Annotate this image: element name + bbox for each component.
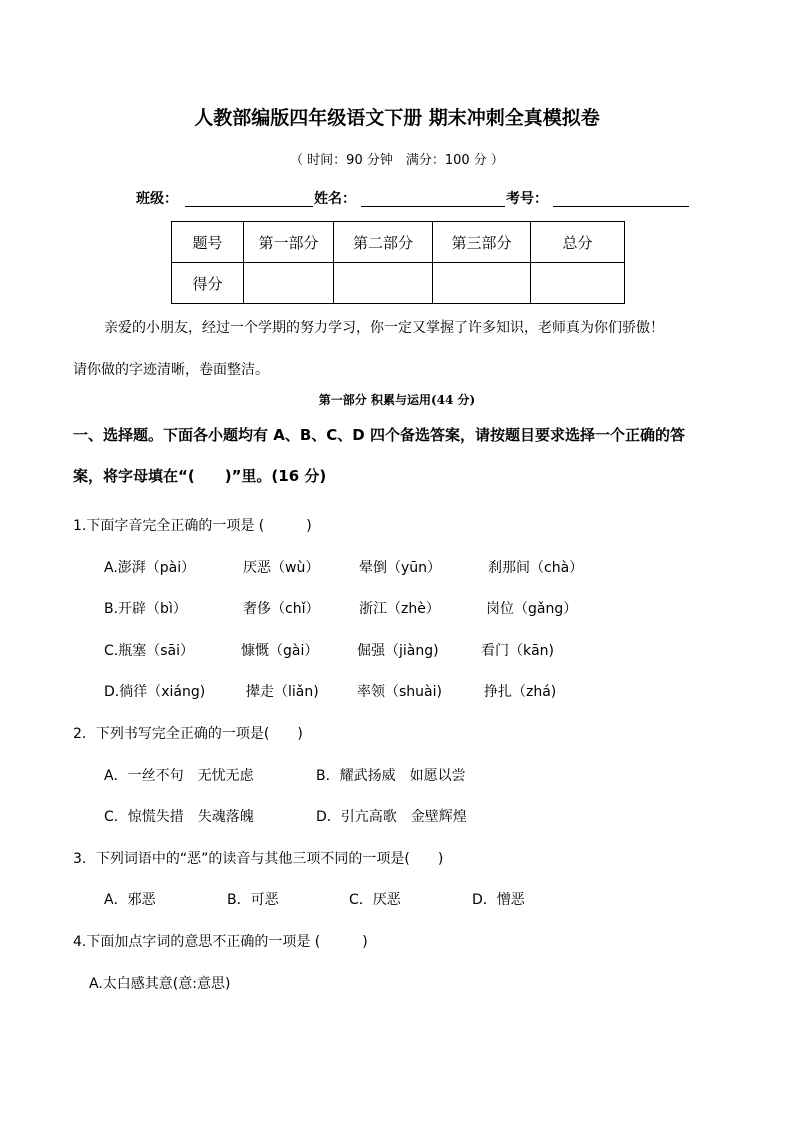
q1-option: 晕倒（yūn） xyxy=(359,560,442,576)
q2-option: A．一丝不句 无忧无虑 xyxy=(104,768,254,784)
q1-option: 挣扎（zhá) xyxy=(484,684,557,700)
q1-option: 奢侈（chǐ） xyxy=(243,601,320,617)
page-title: 人教部编版四年级语文下册 期末冲刺全真模拟卷 xyxy=(194,107,600,129)
exam-time-score: （ 时间：90 分钟 满分：100 分 ） xyxy=(290,153,504,168)
class-label: 班级： xyxy=(136,191,178,207)
score-table xyxy=(171,221,625,304)
q3-option: D．憎恶 xyxy=(472,892,525,908)
name-label: 姓名： xyxy=(314,191,356,207)
q1-option: 撵走（liǎn) xyxy=(246,684,319,700)
q2-option: B．耀武扬威 如愿以尝 xyxy=(316,768,466,784)
q1-option: 岗位（gǎng） xyxy=(486,601,578,617)
q3-option: C．厌恶 xyxy=(349,892,401,908)
intro-line-1: 亲爱的小朋友，经过一个学期的努力学习，你一定又掌握了许多知识，老师真为你们骄傲！ xyxy=(104,320,664,336)
q1-option: D.徜徉（xiáng) xyxy=(104,684,206,700)
score-table-header-row xyxy=(172,222,625,263)
intro-line-2: 请你做的字迹清晰，卷面整洁。 xyxy=(73,362,269,378)
exam-no-field[interactable] xyxy=(553,188,689,207)
q3-option: A．邪恶 xyxy=(104,892,156,908)
score-table-header: 题号 xyxy=(172,222,244,263)
q3-option: B．可恶 xyxy=(227,892,279,908)
exam-no-label: 考号： xyxy=(506,191,548,207)
q2-option: C．惊慌失措 失魂落魄 xyxy=(104,809,254,825)
score-row-label: 得分 xyxy=(172,263,244,304)
q2-stem: 2．下列书写完全正确的一项是( ) xyxy=(73,726,303,742)
q2-option: D．引亢高歌 金壁辉煌 xyxy=(316,809,467,825)
q1-stem: 1.下面字音完全正确的一项是 ( ) xyxy=(73,518,312,534)
score-cell[interactable] xyxy=(433,263,531,304)
score-table-header: 总分 xyxy=(531,222,625,263)
q1-option: 浙江（zhè） xyxy=(359,601,440,617)
q4-option-a: A.太白感其意(意:意思) xyxy=(89,976,231,992)
q1-option: 看门（kān) xyxy=(481,643,555,659)
part1-instruction-2: 案，将字母填在“( )”里。(16 分) xyxy=(73,467,327,485)
class-field[interactable] xyxy=(185,188,313,207)
name-field[interactable] xyxy=(361,188,505,207)
score-cell[interactable] xyxy=(531,263,625,304)
score-table-header: 第三部分 xyxy=(433,222,531,263)
q1-option: C.瓶塞（sāi） xyxy=(104,643,194,659)
score-cell[interactable] xyxy=(244,263,334,304)
score-table-header: 第二部分 xyxy=(334,222,433,263)
score-cell[interactable] xyxy=(334,263,433,304)
q1-option: 率领（shuài) xyxy=(357,684,442,700)
score-table-score-row xyxy=(172,263,625,304)
q1-option: B.开辟（bì） xyxy=(104,601,187,617)
q1-option: 厌恶（wù） xyxy=(243,560,320,576)
section-heading: 第一部分 积累与运用(44 分) xyxy=(318,393,476,407)
q4-stem: 4.下面加点字词的意思不正确的一项是 ( ) xyxy=(73,934,368,950)
q1-option: 慷慨（gài） xyxy=(241,643,319,659)
part1-instruction-1: 一、选择题。下面各小题均有 A、B、C、D 四个备选答案，请按题目要求选择一个正确的答 xyxy=(73,426,685,444)
q1-option: A.澎湃（pài） xyxy=(104,560,196,576)
q3-stem: 3．下列词语中的“恶”的读音与其他三项不同的一项是( ) xyxy=(73,851,444,867)
score-table-header: 第一部分 xyxy=(244,222,334,263)
q1-option: 倔强（jiàng) xyxy=(357,643,439,659)
q1-option: 刹那间（chà） xyxy=(488,560,584,576)
